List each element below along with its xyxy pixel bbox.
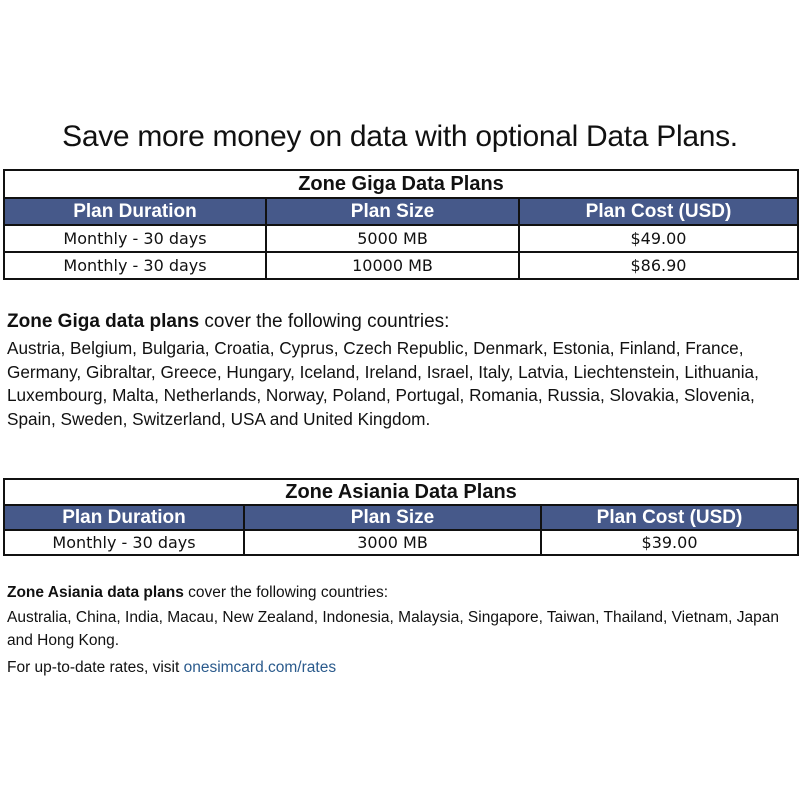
rates-prefix: For up-to-date rates, visit xyxy=(7,659,184,676)
column-header-duration: Plan Duration xyxy=(4,505,244,530)
giga-country-list: Austria, Belgium, Bulgaria, Croatia, Cyprus, Czech Republic, Denmark, Estonia, Finland, France, Germany, Gibraltar, Greece, Hungary, Iceland, Ireland, Israel, Italy, Latvia, Liechtenstein, Lithuania, Luxembourg, Malta, Netherlands, Norway, Poland, Portugal, Romania, Russia, Slovakia, Slovenia, Spain, Sweden, Switzerland, USA and United Kingdom. xyxy=(7,338,759,429)
asiania-plans-table xyxy=(3,478,799,556)
table-caption: Zone Giga Data Plans xyxy=(4,170,798,198)
cell-cost: $49.00 xyxy=(519,225,798,252)
asiania-coverage-rest: cover the following countries: xyxy=(183,584,389,601)
table-row xyxy=(4,252,798,279)
cell-size: 3000 MB xyxy=(244,530,541,555)
column-header-size: Plan Size xyxy=(266,198,519,225)
cell-cost: $86.90 xyxy=(519,252,798,279)
asiania-coverage-heading xyxy=(7,584,797,602)
giga-plans-table xyxy=(3,169,799,280)
table-row xyxy=(4,225,798,252)
asiania-coverage-bold: Zone Asiania data plans xyxy=(7,584,184,601)
column-header-cost: Plan Cost (USD) xyxy=(541,505,798,530)
column-header-cost: Plan Cost (USD) xyxy=(519,198,798,225)
table-caption: Zone Asiania Data Plans xyxy=(4,479,798,505)
column-header-duration: Plan Duration xyxy=(4,198,266,225)
column-header-size: Plan Size xyxy=(244,505,541,530)
cell-size: 5000 MB xyxy=(266,225,519,252)
giga-coverage-heading xyxy=(7,311,797,333)
giga-coverage-rest: cover the following countries: xyxy=(199,311,450,332)
cell-duration: Monthly - 30 days xyxy=(4,252,266,279)
cell-cost: $39.00 xyxy=(541,530,798,555)
giga-coverage-bold: Zone Giga data plans xyxy=(7,311,200,332)
asiania-country-list: Australia, China, India, Macau, New Zealand, Indonesia, Malaysia, Singapore, Taiwan, Thailand, Vietnam, Japan and Hong Kong. xyxy=(7,609,780,649)
cell-duration: Monthly - 30 days xyxy=(4,530,244,555)
cell-duration: Monthly - 30 days xyxy=(4,225,266,252)
cell-size: 10000 MB xyxy=(266,252,519,279)
table-row xyxy=(4,530,798,555)
page-title: Save more money on data with optional Data Plans. xyxy=(62,120,738,153)
rates-link[interactable]: onesimcard.com/rates xyxy=(183,659,337,676)
rates-note xyxy=(7,659,797,677)
